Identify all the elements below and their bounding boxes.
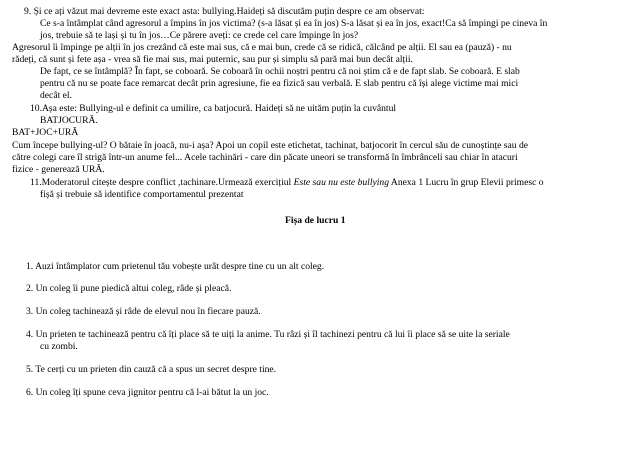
paragraph-9-line: rădeți, că sunt și fete așa - vrea să fie mai sus, mai puternic, sau pur și simplu să pară mai bun decât alții. bbox=[12, 54, 413, 65]
worksheet-title: Fișa de lucru 1 bbox=[285, 215, 346, 226]
paragraph-11-line bbox=[30, 177, 544, 189]
paragraph-9-line: jos, trebuie să te lași și tu în jos…Ce părere aveți: ce crede cel care împinge în jos? bbox=[40, 30, 359, 41]
exercise-title-italic: Este sau nu este bullying bbox=[293, 177, 390, 188]
worksheet-item: 6. Un coleg îți spune ceva jignitor pentru că l-ai bătut la un joc. bbox=[26, 387, 269, 398]
paragraph-9-line: 9. Și ce ați văzut mai devreme este exact asta: bullying.Haideți să discutăm puțin despre ce am observat: bbox=[24, 6, 425, 17]
paragraph-10-line: 10.Așa este: Bullying-ul e definit ca umilire, ca batjocură. Haideți să ne uităm puțin la cuvântul bbox=[30, 103, 397, 114]
paragraph-9-line: decât el. bbox=[40, 90, 72, 101]
paragraph-11-suffix: Anexa 1 Lucru în grup Elevii primesc o bbox=[389, 177, 544, 188]
worksheet-item-cont: cu zombi. bbox=[40, 341, 78, 352]
paragraph-11-line: fișă și trebuie să identifice comportamentul prezentat bbox=[40, 189, 244, 200]
paragraph-10-line: BAT+JOC+URĂ bbox=[12, 127, 79, 138]
paragraph-9-line: pentru că nu se poate face remarcat decât prin agresiune, fie ea fizică sau verbală. E slab pentru că își alege victime mai mici bbox=[40, 78, 519, 89]
paragraph-10-line: fizice - generează URĂ. bbox=[12, 164, 105, 175]
worksheet-item: 1. Auzi întâmplator cum prietenul tău vobește urât despre tine cu un alt coleg. bbox=[26, 261, 325, 272]
paragraph-10-line: Cum începe bullying-ul? O bătaie în joacă, nu-i așa? Apoi un copil este etichetat, tachinat, batjocorit în cercul său de cunoștințe sau de bbox=[12, 140, 529, 151]
worksheet-item: 2. Un coleg îi pune piedică altui coleg, râde și pleacă. bbox=[26, 283, 232, 294]
paragraph-9-line: De fapt, ce se întâmplă? În fapt, se coboară. Se coboară în ochii noștri pentru că noi știm că e de fapt slab. Se coboară. E slab bbox=[40, 66, 520, 77]
paragraph-9-line: Agresorul îi împinge pe alții în jos crezând că este mai sus, că e mai bun, crede că se ridică, călcând pe alții. El sau ea (pauză) - nu bbox=[12, 42, 512, 53]
worksheet-item: 4. Un prieten te tachinează pentru că îți place să te uiți la anime. Tu râzi și îl tachinezi pentru că lui îi place să se uite la seriale bbox=[26, 329, 510, 340]
paragraph-11-prefix: 11.Moderatorul citește despre conflict ,tachinare.Urmează exercițiul bbox=[30, 177, 294, 188]
paragraph-9-line: Ce s-a întâmplat când agresorul a împins în jos victima? (s-a lăsat și ea în jos) S-a lăsat și ea în jos, exact!Ca să împingi pe cineva în bbox=[40, 18, 548, 29]
paragraph-10-line: către colegi care îl strigă într-un anume fel... Acele tachinări - care din păcate uneori se transformă în îmbrânceli sau chiar în atacuri bbox=[12, 152, 518, 163]
paragraph-10-line: BATJOCURĂ. bbox=[40, 115, 98, 126]
worksheet-item: 5. Te cerți cu un prieten din cauză că a spus un secret despre tine. bbox=[26, 364, 277, 375]
worksheet-item: 3. Un coleg tachinează și râde de elevul nou în fiecare pauză. bbox=[26, 306, 261, 317]
